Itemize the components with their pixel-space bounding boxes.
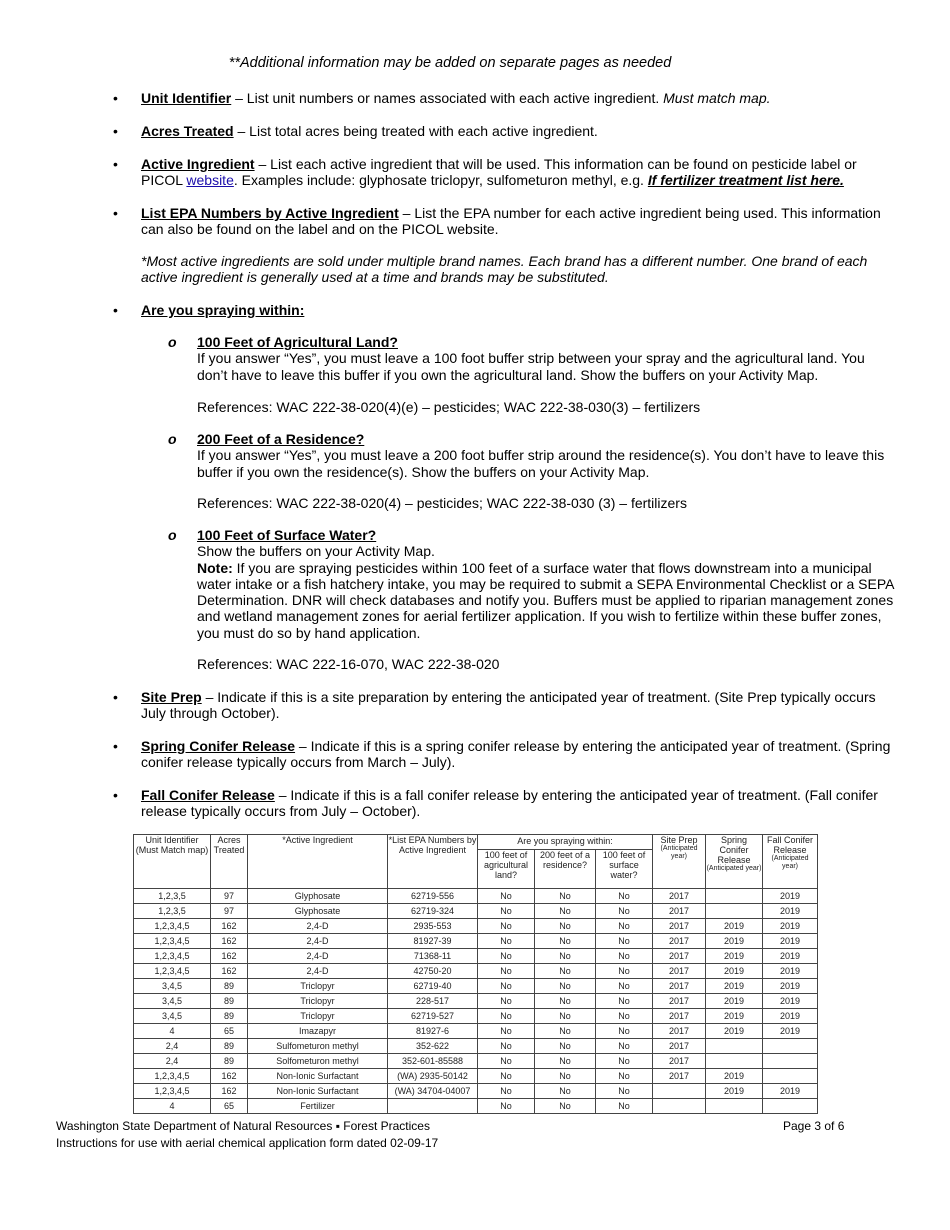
table-cell: No — [535, 904, 596, 919]
sub-bullet-o: o — [168, 527, 177, 543]
table-cell: 2017 — [653, 979, 706, 994]
fall-release-label: Fall Conifer Release — [141, 787, 275, 803]
table-cell: No — [478, 1054, 535, 1069]
table-cell: 2019 — [706, 1009, 763, 1024]
table-row — [134, 1039, 818, 1054]
table-cell: 162 — [211, 934, 248, 949]
table-cell: Fertilizer — [248, 1099, 388, 1114]
sub-bullet-o: o — [168, 431, 177, 447]
bullet-dot: • — [113, 156, 118, 172]
active-ingredient-instruction — [141, 156, 896, 189]
spring-release-instruction — [141, 738, 896, 771]
ag-land-title: 100 Feet of Agricultural Land? — [197, 334, 398, 350]
table-cell: No — [478, 1039, 535, 1054]
table-cell: 2017 — [653, 949, 706, 964]
table-cell: 2017 — [653, 1009, 706, 1024]
fertilizer-note: If fertilizer treatment list here. — [647, 172, 844, 189]
header-residence: 200 feet of a residence? — [535, 849, 596, 888]
table-cell: No — [535, 994, 596, 1009]
unit-identifier-italic: Must match map. — [663, 90, 771, 106]
table-cell: 62719-527 — [388, 1009, 478, 1024]
table-cell — [706, 1054, 763, 1069]
table-row — [134, 1054, 818, 1069]
table-cell: 2017 — [653, 904, 706, 919]
table-row — [134, 994, 818, 1009]
table-cell: Triclopyr — [248, 994, 388, 1009]
table-cell: No — [535, 1069, 596, 1084]
table-cell: No — [596, 1084, 653, 1099]
table-cell: No — [478, 994, 535, 1009]
table-cell: 89 — [211, 1054, 248, 1069]
table-cell: 352-622 — [388, 1039, 478, 1054]
table-cell: No — [535, 1054, 596, 1069]
site-prep-label: Site Prep — [141, 689, 202, 705]
table-cell: 1,2,3,4,5 — [134, 1069, 211, 1084]
table-cell: No — [596, 1024, 653, 1039]
header-acres-treated: Acres Treated — [211, 835, 248, 889]
table-cell: No — [478, 964, 535, 979]
table-cell: 2017 — [653, 889, 706, 904]
table-cell: No — [478, 949, 535, 964]
table-cell: 65 — [211, 1099, 248, 1114]
residence-title: 200 Feet of a Residence? — [197, 431, 365, 447]
spring-release-label: Spring Conifer Release — [141, 738, 296, 754]
table-cell: No — [478, 979, 535, 994]
table-cell: No — [535, 964, 596, 979]
table-cell: 2,4-D — [248, 949, 388, 964]
table-cell: 2017 — [653, 964, 706, 979]
table-cell: Glyphosate — [248, 889, 388, 904]
table-cell: No — [478, 1009, 535, 1024]
surface-water-title: 100 Feet of Surface Water? — [197, 527, 377, 543]
header-unit-identifier: Unit Identifier (Must Match map) — [134, 835, 211, 889]
table-cell: 2019 — [763, 889, 818, 904]
table-cell: No — [478, 1069, 535, 1084]
table-cell: 2,4-D — [248, 934, 388, 949]
table-cell: No — [596, 919, 653, 934]
table-cell: 2019 — [706, 934, 763, 949]
bullet-dot: • — [113, 689, 118, 705]
table-cell: 62719-556 — [388, 889, 478, 904]
table-cell: 2019 — [706, 1069, 763, 1084]
table-cell: No — [478, 919, 535, 934]
table-cell: 2935-553 — [388, 919, 478, 934]
site-prep-header-label: Site Prep — [660, 835, 698, 845]
epa-numbers-text: – List the EPA number for each active ingredient being used. This information can also be found on the label and on the PICOL website. — [141, 205, 881, 238]
table-cell: 228-517 — [388, 994, 478, 1009]
acres-treated-instruction — [141, 123, 896, 139]
active-ingredient-label: Active Ingredient — [141, 156, 255, 172]
table-cell — [763, 1054, 818, 1069]
table-cell: 1,2,3,4,5 — [134, 1084, 211, 1099]
table-cell: 2017 — [653, 1024, 706, 1039]
table-cell: 162 — [211, 1069, 248, 1084]
table-cell: 42750-20 — [388, 964, 478, 979]
header-ag-land: 100 feet of agricultural land? — [478, 849, 535, 888]
site-prep-instruction — [141, 689, 896, 722]
table-cell: No — [478, 1024, 535, 1039]
table-cell: 2019 — [763, 1009, 818, 1024]
table-row — [134, 904, 818, 919]
table-body — [134, 889, 818, 1114]
table-cell: No — [596, 964, 653, 979]
table-cell: (WA) 34704-04007 — [388, 1084, 478, 1099]
table-cell: 352-601-85588 — [388, 1054, 478, 1069]
residence-references: References: WAC 222-38-020(4) – pesticides; WAC 222-38-030 (3) – fertilizers — [197, 495, 687, 511]
table-cell: No — [596, 1099, 653, 1114]
table-cell: 2017 — [653, 1069, 706, 1084]
bullet-dot: • — [113, 787, 118, 803]
bullet-dot: • — [113, 302, 118, 318]
surface-water-section — [197, 527, 897, 641]
table-cell: 2019 — [763, 964, 818, 979]
table-cell: 1,2,3,5 — [134, 904, 211, 919]
table-cell: No — [535, 1039, 596, 1054]
table-cell: 1,2,3,4,5 — [134, 949, 211, 964]
table-cell: No — [596, 889, 653, 904]
table-cell: Glyphosate — [248, 904, 388, 919]
table-cell: 81927-6 — [388, 1024, 478, 1039]
table-cell: 2019 — [706, 964, 763, 979]
footer-instructions: Instructions for use with aerial chemical application form dated 02-09-17 — [56, 1136, 439, 1150]
table-row — [134, 919, 818, 934]
table-row — [134, 1084, 818, 1099]
table-cell: Non-Ionic Surfactant — [248, 1084, 388, 1099]
table-cell: No — [596, 1009, 653, 1024]
table-cell: 2,4 — [134, 1054, 211, 1069]
table-cell: Imazapyr — [248, 1024, 388, 1039]
table-cell: (WA) 2935-50142 — [388, 1069, 478, 1084]
surface-water-note — [197, 560, 897, 641]
table-cell: 162 — [211, 964, 248, 979]
fall-release-instruction — [141, 787, 896, 820]
table-cell: 2019 — [763, 1084, 818, 1099]
table-row — [134, 1099, 818, 1114]
table-cell: 2017 — [653, 934, 706, 949]
header-fall-release — [763, 835, 818, 889]
table-cell: No — [535, 889, 596, 904]
unit-identifier-label: Unit Identifier — [141, 90, 232, 106]
table-cell: 2019 — [763, 949, 818, 964]
table-cell — [763, 1099, 818, 1114]
table-cell: No — [596, 904, 653, 919]
table-cell — [763, 1039, 818, 1054]
table-row — [134, 1009, 818, 1024]
table-cell: 2019 — [763, 979, 818, 994]
spring-release-text: – Indicate if this is a spring conifer release by entering the anticipated year of treatment. (Spring conifer release typically occurs from March – July). — [141, 738, 891, 771]
table-cell: 2019 — [706, 1084, 763, 1099]
table-row — [134, 934, 818, 949]
table-cell: No — [478, 1099, 535, 1114]
table-cell: 3,4,5 — [134, 994, 211, 1009]
table-cell — [388, 1099, 478, 1114]
unit-identifier-instruction — [141, 90, 896, 106]
epa-numbers-label: List EPA Numbers by Active Ingredient — [141, 205, 399, 221]
table-cell: No — [535, 1099, 596, 1114]
residence-section — [197, 431, 897, 480]
header-active-ingredient: *Active Ingredient — [248, 835, 388, 889]
table-cell: 2019 — [763, 919, 818, 934]
table-cell: No — [596, 994, 653, 1009]
table-cell: 162 — [211, 919, 248, 934]
table-cell: 1,2,3,5 — [134, 889, 211, 904]
table-cell: No — [535, 1024, 596, 1039]
table-cell: 1,2,3,4,5 — [134, 934, 211, 949]
acres-treated-text: – List total acres being treated with each active ingredient. — [233, 123, 598, 139]
table-cell: No — [596, 1039, 653, 1054]
unit-identifier-text: – List unit numbers or names associated with each active ingredient. — [231, 90, 664, 106]
header-surface-water: 100 feet of surface water? — [596, 849, 653, 888]
table-cell: 2019 — [763, 1024, 818, 1039]
epa-numbers-instruction — [141, 205, 896, 238]
table-cell: 2019 — [706, 919, 763, 934]
table-row — [134, 1024, 818, 1039]
table-cell: No — [535, 934, 596, 949]
table-cell: No — [535, 979, 596, 994]
table-cell: 4 — [134, 1099, 211, 1114]
table-cell — [706, 904, 763, 919]
table-cell — [763, 1069, 818, 1084]
table-cell: Non-Ionic Surfactant — [248, 1069, 388, 1084]
bullet-dot: • — [113, 123, 118, 139]
fall-header-label: Fall Conifer Release — [767, 835, 814, 855]
active-ingredient-examples: . Examples include: glyphosate triclopyr, sulfometuron methyl, e.g. — [233, 172, 648, 189]
surface-water-references: References: WAC 222-16-070, WAC 222-38-020 — [197, 656, 500, 672]
table-cell: 89 — [211, 994, 248, 1009]
table-cell: 1,2,3,4,5 — [134, 919, 211, 934]
footer-agency: Washington State Department of Natural Resources ▪ Forest Practices — [56, 1119, 430, 1133]
table-cell: No — [596, 1069, 653, 1084]
application-table — [133, 834, 818, 1114]
table-cell: 2017 — [653, 1039, 706, 1054]
table-cell — [706, 1099, 763, 1114]
table-cell: 97 — [211, 904, 248, 919]
header-spring-release — [706, 835, 763, 889]
fall-header-sub: (Anticipated year) — [771, 855, 809, 870]
table-cell: 4 — [134, 1024, 211, 1039]
note-text: If you are spraying pesticides within 100 feet of a surface water that flows downstream into a municipal water intake or a fish hatchery intake, you may be required to submit a SEPA Environmental Checklist or a SEPA Determination. DNR will check databases and notify you. Buffers must be applied to riparian management zones and wetland management zones for aerial fertilizer application. If you wish to fertilize within these buffer zones, you must do so by hand application. — [197, 559, 894, 641]
table-cell: 89 — [211, 1039, 248, 1054]
table-cell: 2019 — [763, 904, 818, 919]
spring-header-label: Spring Conifer Release — [717, 835, 751, 865]
ag-land-section — [197, 334, 897, 383]
bullet-dot: • — [113, 205, 118, 221]
table-cell: 2019 — [706, 1024, 763, 1039]
table-cell: 162 — [211, 1084, 248, 1099]
table-cell: No — [535, 1009, 596, 1024]
header-spraying-within: Are you spraying within: — [478, 835, 653, 850]
table-cell: 2019 — [706, 994, 763, 1009]
fall-release-text: – Indicate if this is a fall conifer release by entering the anticipated year of treatment. (Fall conifer release typically occurs from July – October). — [141, 787, 878, 820]
brand-names-note: *Most active ingredients are sold under multiple brand names. Each brand has a different number. One brand of each active ingredient is generally used at a time and brands may be substituted. — [141, 253, 868, 286]
table-cell: 2019 — [763, 994, 818, 1009]
header-site-prep — [653, 835, 706, 889]
spring-header-sub: (Anticipated year) — [706, 865, 762, 872]
table-cell: 89 — [211, 979, 248, 994]
table-cell: No — [535, 949, 596, 964]
table-cell: 62719-40 — [388, 979, 478, 994]
top-note: **Additional information may be added on separate pages as needed — [228, 55, 672, 71]
table-cell: 62719-324 — [388, 904, 478, 919]
table-cell: 1,2,3,4,5 — [134, 964, 211, 979]
table-cell: No — [596, 934, 653, 949]
active-ingredient-text: – List each active ingredient that will be used. This information can be found on pesticide label or PICOL — [141, 156, 857, 189]
page-number: Page 3 of 6 — [783, 1119, 845, 1133]
acres-treated-label: Acres Treated — [141, 123, 234, 139]
table-cell: No — [535, 1084, 596, 1099]
table-row — [134, 964, 818, 979]
table-cell: Solfometuron methyl — [248, 1054, 388, 1069]
residence-text: If you answer “Yes”, you must leave a 200 foot buffer strip around the residence(s). You don’t have to leave this buffer if you own the residence(s). Show the buffers on your Activity Map. — [197, 447, 885, 480]
table-cell — [706, 1039, 763, 1054]
table-cell: 2,4 — [134, 1039, 211, 1054]
ag-land-text: If you answer “Yes”, you must leave a 100 foot buffer strip between your spray and the agricultural land. You don’t have to leave this buffer if you own the agricultural land. Show the buffers on your Activity Map. — [197, 350, 865, 383]
table-cell: 81927-39 — [388, 934, 478, 949]
table-row — [134, 979, 818, 994]
table-cell: Sulfometuron methyl — [248, 1039, 388, 1054]
table-cell — [706, 889, 763, 904]
note-label: Note: — [197, 559, 233, 576]
table-cell: 2,4-D — [248, 964, 388, 979]
spraying-within-label: Are you spraying within: — [141, 302, 305, 318]
table-cell: 3,4,5 — [134, 979, 211, 994]
table-cell: 2,4-D — [248, 919, 388, 934]
table-row — [134, 889, 818, 904]
table-cell: Triclopyr — [248, 979, 388, 994]
sub-bullet-o: o — [168, 334, 177, 350]
table-cell: 65 — [211, 1024, 248, 1039]
table-row — [134, 949, 818, 964]
table-cell: No — [478, 889, 535, 904]
table-cell: 89 — [211, 1009, 248, 1024]
surface-water-line: Show the buffers on your Activity Map. — [197, 543, 435, 560]
spraying-within-heading — [141, 302, 896, 318]
table-cell: 3,4,5 — [134, 1009, 211, 1024]
table-row — [134, 1069, 818, 1084]
table-cell: No — [478, 904, 535, 919]
table-cell: Triclopyr — [248, 1009, 388, 1024]
table-cell: 162 — [211, 949, 248, 964]
table-cell: No — [478, 1084, 535, 1099]
table-cell: 2019 — [763, 934, 818, 949]
table-cell: 71368-11 — [388, 949, 478, 964]
ag-land-references: References: WAC 222-38-020(4)(e) – pesticides; WAC 222-38-030(3) – fertilizers — [197, 399, 701, 415]
table-cell: No — [596, 949, 653, 964]
table-cell: No — [596, 1054, 653, 1069]
table-cell: 2017 — [653, 919, 706, 934]
table-cell: No — [535, 919, 596, 934]
table-cell: No — [596, 979, 653, 994]
bullet-dot: • — [113, 738, 118, 754]
table-cell — [653, 1099, 706, 1114]
table-cell: 2019 — [706, 949, 763, 964]
table-cell: 2017 — [653, 1054, 706, 1069]
site-prep-text: – Indicate if this is a site preparation by entering the anticipated year of treatment. (Site Prep typically occurs July through October). — [141, 689, 876, 722]
table-cell: 97 — [211, 889, 248, 904]
site-prep-header-sub: (Anticipated year) — [660, 845, 698, 860]
table-cell: No — [478, 934, 535, 949]
table-cell: 2017 — [653, 994, 706, 1009]
table-cell: 2019 — [706, 979, 763, 994]
table-cell — [653, 1084, 706, 1099]
picol-website-link[interactable]: website — [186, 172, 234, 189]
header-epa-numbers: *List EPA Numbers by Active Ingredient — [388, 835, 478, 889]
bullet-dot: • — [113, 90, 118, 106]
